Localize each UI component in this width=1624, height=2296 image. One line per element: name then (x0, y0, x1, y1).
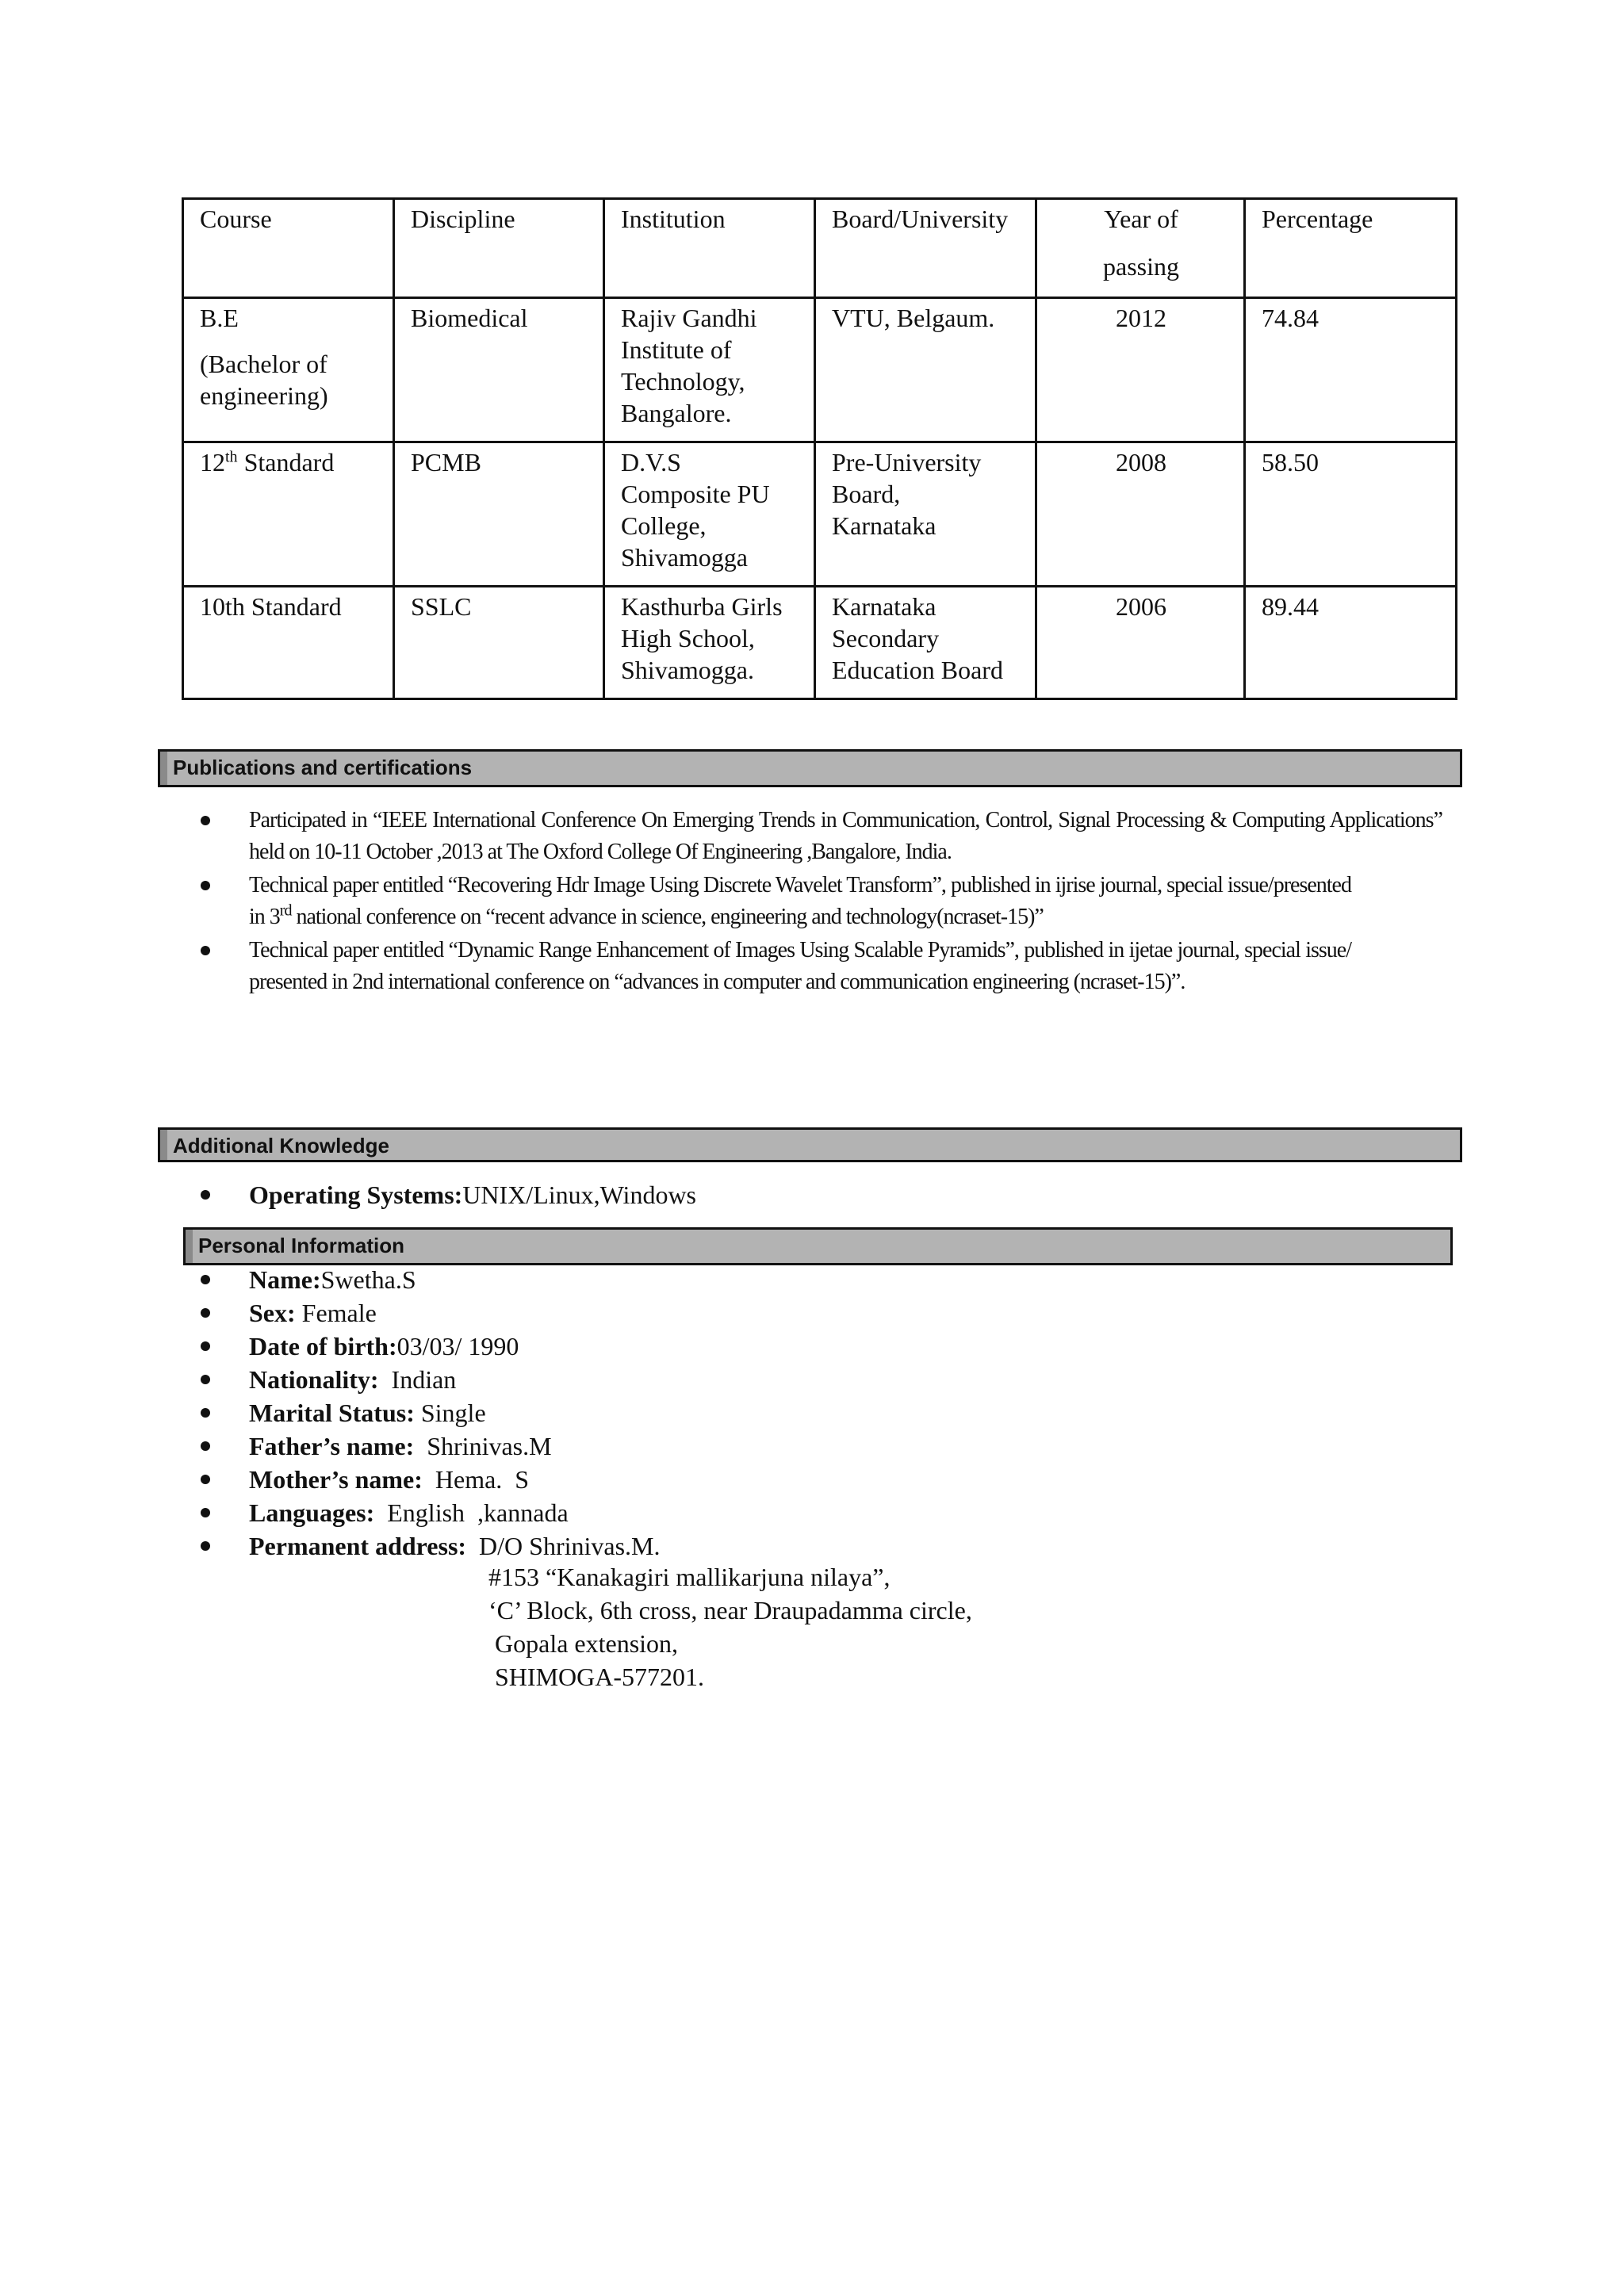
list-item (201, 1296, 661, 1330)
cell-course: 10th Standard (183, 587, 394, 699)
table-row (183, 587, 1457, 699)
course-name: B.E (200, 304, 239, 332)
list-item: Participated in “IEEE International Conference On Emerging Trends in Communication, Control, Signal Processing & Computing Applications” held on 10-11 October ,2013 at The Oxford College Of Engineering ,Bangalore, India. (201, 805, 1442, 868)
personal-list (201, 1263, 661, 1563)
cell-institution (604, 298, 815, 442)
cell-discipline: PCMB (394, 442, 604, 587)
table-row (183, 442, 1457, 587)
education-table (182, 197, 1457, 700)
institution-line: High School, (621, 624, 755, 652)
field-value: Shrinivas.M (414, 1432, 552, 1460)
education-header-row (183, 199, 1457, 298)
institution-line: Institute of (621, 335, 732, 364)
header-board: Board/University (815, 199, 1036, 298)
cell-board (815, 442, 1036, 587)
institution-line: D.V.S (621, 448, 681, 476)
header-percentage: Percentage (1245, 199, 1457, 298)
cell-year: 2006 (1036, 587, 1245, 699)
header-year-line1: Year of (1104, 205, 1178, 233)
field-label: Languages: (249, 1498, 375, 1527)
course-number: 12 (200, 448, 225, 476)
list-item (201, 1263, 661, 1296)
board-line: Board, (832, 480, 901, 508)
list-item (201, 1429, 661, 1463)
address-line: SHIMOGA-577201. (495, 1663, 704, 1691)
board-line: Karnataka (832, 592, 936, 621)
list-item (201, 1178, 696, 1211)
section-personal-heading (183, 1227, 1453, 1265)
cell-discipline: Biomedical (394, 298, 604, 442)
field-value: D/O Shrinivas.M. (466, 1532, 661, 1560)
course-rest: Standard (237, 448, 335, 476)
publication-text: Technical paper entitled “Recovering Hdr Image Using Discrete Wavelet Transform”, published in ijrise journal, special issue/presented in 3 (249, 873, 1351, 929)
os-value: UNIX/Linux,Windows (462, 1181, 696, 1209)
course-superscript: th (225, 448, 238, 466)
address-line: Gopala extension, (495, 1629, 679, 1658)
cell-percentage: 58.50 (1245, 442, 1457, 587)
cell-course (183, 442, 394, 587)
cell-year: 2012 (1036, 298, 1245, 442)
field-label: Father’s name: (249, 1432, 415, 1460)
section-title: Additional Knowledge (173, 1134, 389, 1158)
publication-superscript: rd (279, 901, 292, 920)
field-value: Indian (378, 1365, 457, 1394)
field-value: English ,kannada (374, 1498, 569, 1527)
cell-course (183, 298, 394, 442)
field-value: 03/03/ 1990 (396, 1332, 519, 1360)
header-course: Course (183, 199, 394, 298)
list-item (201, 1330, 661, 1363)
os-label: Operating Systems: (249, 1181, 463, 1209)
institution-line: Technology, (621, 367, 745, 396)
field-label: Nationality: (249, 1365, 379, 1394)
field-label: Date of birth: (249, 1332, 397, 1360)
course-fullname: (Bachelor of engineering) (200, 350, 328, 410)
board-line: Karnataka (832, 511, 936, 540)
cell-discipline: SSLC (394, 587, 604, 699)
field-label: Permanent address: (249, 1532, 467, 1560)
cell-percentage: 89.44 (1245, 587, 1457, 699)
institution-line: Composite PU (621, 480, 770, 508)
cell-board (815, 298, 1036, 442)
board-line: Secondary (832, 624, 940, 652)
cell-board (815, 587, 1036, 699)
board-line: VTU, Belgaum. (832, 304, 995, 332)
list-item (201, 870, 1351, 933)
header-institution: Institution (604, 199, 815, 298)
field-label: Marital Status: (249, 1399, 415, 1427)
cell-institution (604, 587, 815, 699)
institution-line: College, (621, 511, 707, 540)
field-label: Name: (249, 1265, 321, 1294)
list-item (201, 1363, 661, 1396)
section-title: Personal Information (198, 1234, 405, 1257)
institution-line: Bangalore. (621, 399, 732, 427)
header-year-line2: passing (1103, 252, 1179, 281)
list-item (201, 1496, 661, 1529)
institution-line: Shivamogga (621, 543, 748, 572)
publication-text-rest: national conference on “recent advance in science, engineering and technology(ncraset-15)” (291, 905, 1044, 929)
address-line: ‘C’ Block, 6th cross, near Draupadamma circle, (488, 1596, 972, 1624)
additional-list (201, 1178, 696, 1211)
field-value: Single (414, 1399, 486, 1427)
institution-line: Rajiv Gandhi (621, 304, 757, 332)
field-value: Female (295, 1299, 377, 1327)
field-value: Hema. S (422, 1465, 530, 1494)
table-row (183, 298, 1457, 442)
section-title: Publications and certifications (173, 756, 473, 779)
cell-institution (604, 442, 815, 587)
institution-line: Shivamogga. (621, 656, 754, 684)
address-line: #153 “Kanakagiri mallikarjuna nilaya”, (488, 1563, 891, 1591)
cell-year: 2008 (1036, 442, 1245, 587)
board-line: Education Board (832, 656, 1003, 684)
list-item: Technical paper entitled “Dynamic Range Enhancement of Images Using Scalable Pyramids”, published in ijetae journal, special issue/ presented in 2nd international conference on “advances in computer and communication engineering (ncraset-15)”. (201, 935, 1351, 998)
section-publications-heading (158, 749, 1462, 787)
section-additional-heading (158, 1127, 1462, 1162)
field-label: Mother’s name: (249, 1465, 423, 1494)
cell-percentage: 74.84 (1245, 298, 1457, 442)
list-item (201, 1463, 661, 1496)
board-line: Pre-University (832, 448, 982, 476)
publications-list (201, 805, 1442, 998)
list-item (201, 1529, 661, 1563)
field-label: Sex: (249, 1299, 296, 1327)
field-value: Swetha.S (320, 1265, 416, 1294)
institution-line: Kasthurba Girls (621, 592, 783, 621)
address-block (488, 1560, 972, 1693)
header-year (1036, 199, 1245, 298)
header-discipline: Discipline (394, 199, 604, 298)
list-item (201, 1396, 661, 1429)
